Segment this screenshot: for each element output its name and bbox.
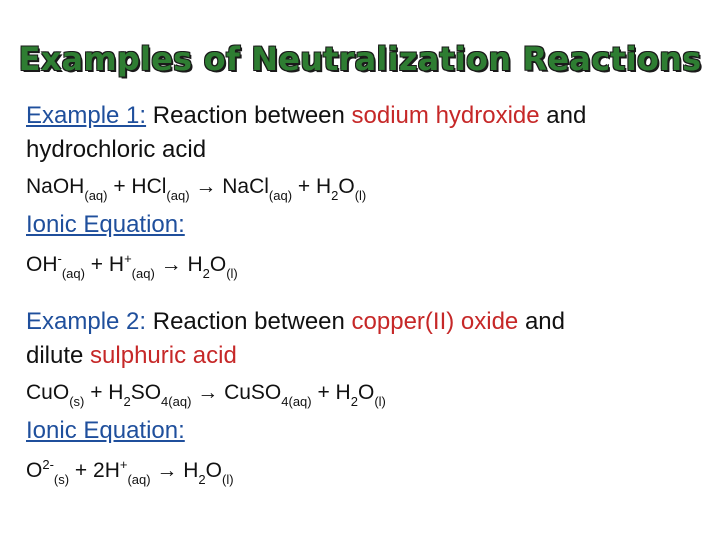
ionic2-arrow: → <box>150 459 184 482</box>
eq2-state: 4(aq) <box>281 394 312 410</box>
eq1-term: NaOH <box>26 175 85 198</box>
example1-reactant1: sodium hydroxide <box>351 102 540 129</box>
ionic1-subscript: 2 <box>202 266 210 282</box>
eq2-term: CuSO <box>224 381 282 404</box>
example1-description <box>26 99 696 167</box>
example2-ionic-label: Ionic Equation: <box>26 417 185 444</box>
ionic2-subscript: 2 <box>198 472 206 488</box>
eq1-arrow: → <box>189 175 223 198</box>
ionic2-state: (s) <box>53 472 70 488</box>
ionic2-term: O <box>205 459 222 482</box>
example2-text1: Reaction between <box>146 308 352 335</box>
eq1-subscript: 2 <box>331 188 339 204</box>
example1-label: Example 1: <box>26 102 147 129</box>
example2-label: Example 2: <box>26 308 147 335</box>
eq2-term: SO <box>130 381 162 404</box>
eq1-term: O <box>338 175 355 198</box>
ionic2-charge: + <box>119 457 128 472</box>
ionic1-state: (aq) <box>61 266 85 282</box>
eq1-state: (aq) <box>84 188 108 204</box>
ionic1-charge: + <box>124 251 132 266</box>
ionic2-state: (l) <box>222 472 234 488</box>
example2-line2-prefix: dilute <box>26 342 91 369</box>
example2-ionic-label-row <box>26 414 696 448</box>
example1-text1: Reaction between <box>146 102 352 129</box>
ionic2-charge: 2- <box>42 457 54 472</box>
ionic1-charge: - <box>57 251 62 266</box>
ionic2-term: H <box>183 459 199 482</box>
ionic1-state: (l) <box>226 266 238 282</box>
eq2-state: (s) <box>69 394 85 410</box>
ionic1-term: H <box>187 253 203 276</box>
eq1-state: (aq) <box>166 188 190 204</box>
ionic1-state: (aq) <box>131 266 155 282</box>
eq2-subscript: 2 <box>350 394 358 410</box>
example1-equation <box>26 172 696 202</box>
eq2-subscript: 2 <box>123 394 131 410</box>
ionic2-term: + 2H <box>69 459 120 482</box>
eq2-arrow: → <box>191 381 225 404</box>
eq1-term: + H <box>292 175 332 198</box>
example1-ionic-label-row <box>26 208 696 242</box>
example2-equation <box>26 378 696 408</box>
eq1-term: + HCl <box>107 175 167 198</box>
ionic1-term: O <box>209 253 227 276</box>
eq2-state: (l) <box>374 394 386 410</box>
example2-reactant1: copper(II) oxide <box>351 308 519 335</box>
ionic1-arrow: → <box>154 253 188 276</box>
example1-ionic-label: Ionic Equation: <box>26 211 185 238</box>
ionic2-term: O <box>26 459 43 482</box>
example2-reactant2: sulphuric acid <box>90 342 237 369</box>
eq1-state: (l) <box>354 188 367 204</box>
example1-text2: and <box>539 102 587 129</box>
ionic2-state: (aq) <box>127 472 151 488</box>
ionic1-term: + H <box>84 253 125 276</box>
example2-ionic-equation <box>26 456 696 486</box>
slide-title: Examples of Neutralization Reactions <box>18 40 702 78</box>
eq1-term: NaCl <box>222 175 269 198</box>
eq1-state: (aq) <box>268 188 293 204</box>
eq2-term: + H <box>84 381 124 404</box>
eq2-term: CuO <box>26 381 70 404</box>
example1-ionic-equation <box>26 250 696 280</box>
eq2-term: + H <box>311 381 351 404</box>
eq2-term: O <box>357 381 375 404</box>
ionic1-term: OH <box>26 253 58 276</box>
example1-line2: hydrochloric acid <box>26 136 207 163</box>
example2-description <box>26 305 696 373</box>
example2-text2: and <box>518 308 565 335</box>
eq2-state: 4(aq) <box>161 394 192 410</box>
